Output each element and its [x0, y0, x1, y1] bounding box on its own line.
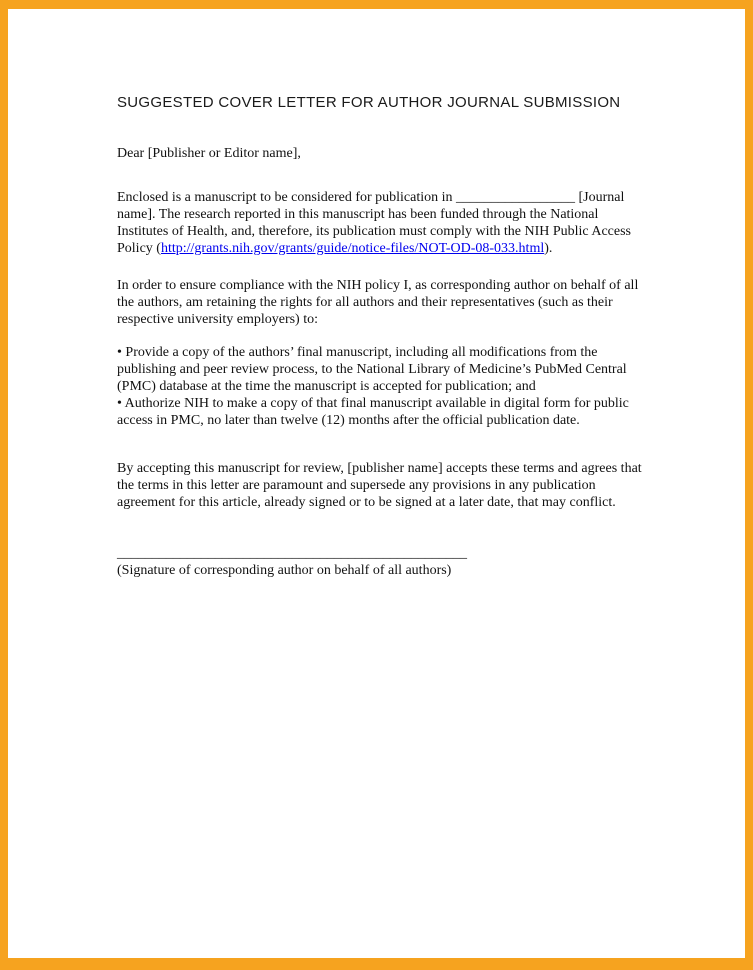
letter-title: SUGGESTED COVER LETTER FOR AUTHOR JOURNAL SUBMISSION [117, 94, 621, 111]
letter-content [8, 9, 745, 619]
paragraph-enclosed-before-link: Enclosed is a manuscript to be considered for publication in _________________ [Journal name]. The research reported in this manuscript has been funded through the National Institutes of Health, and, therefore, its publication must comply with the NIH Public Access Policy ( [117, 190, 632, 256]
bullet-item-provide-copy: • Provide a copy of the authors’ final manuscript, including all modifications from the publishing and peer review process, to the National Library of Medicine’s PubMed Central (PMC) database at the time the manuscript is accepted for publication; and [117, 345, 627, 394]
paragraph-enclosed [117, 189, 643, 257]
signature-line: __________________________________________________ [117, 546, 467, 561]
paragraph-acceptance: By accepting this manuscript for review, [publisher name] accepts these terms and agrees that the terms in this letter are paramount and supersede any provisions in any publication agreement for this article, already signed or to be signed at a later date, that may conflict. [117, 461, 642, 510]
salutation: Dear [Publisher or Editor name], [117, 146, 301, 161]
nih-policy-link[interactable]: http://grants.nih.gov/grants/guide/notice-files/NOT-OD-08-033.html [160, 241, 545, 256]
signature-caption: (Signature of corresponding author on behalf of all authors) [117, 563, 452, 578]
bullet-item-authorize-nih: • Authorize NIH to make a copy of that final manuscript available in digital form for public access in PMC, no later than twelve (12) months after the official publication date. [117, 396, 629, 428]
bullet-list [117, 344, 643, 429]
paragraph-compliance: In order to ensure compliance with the NIH policy I, as corresponding author on behalf of all the authors, am retaining the rights for all authors and their representatives (such as their respective university employers) to: [117, 278, 639, 327]
paragraph-enclosed-after-link: ). [544, 241, 553, 256]
